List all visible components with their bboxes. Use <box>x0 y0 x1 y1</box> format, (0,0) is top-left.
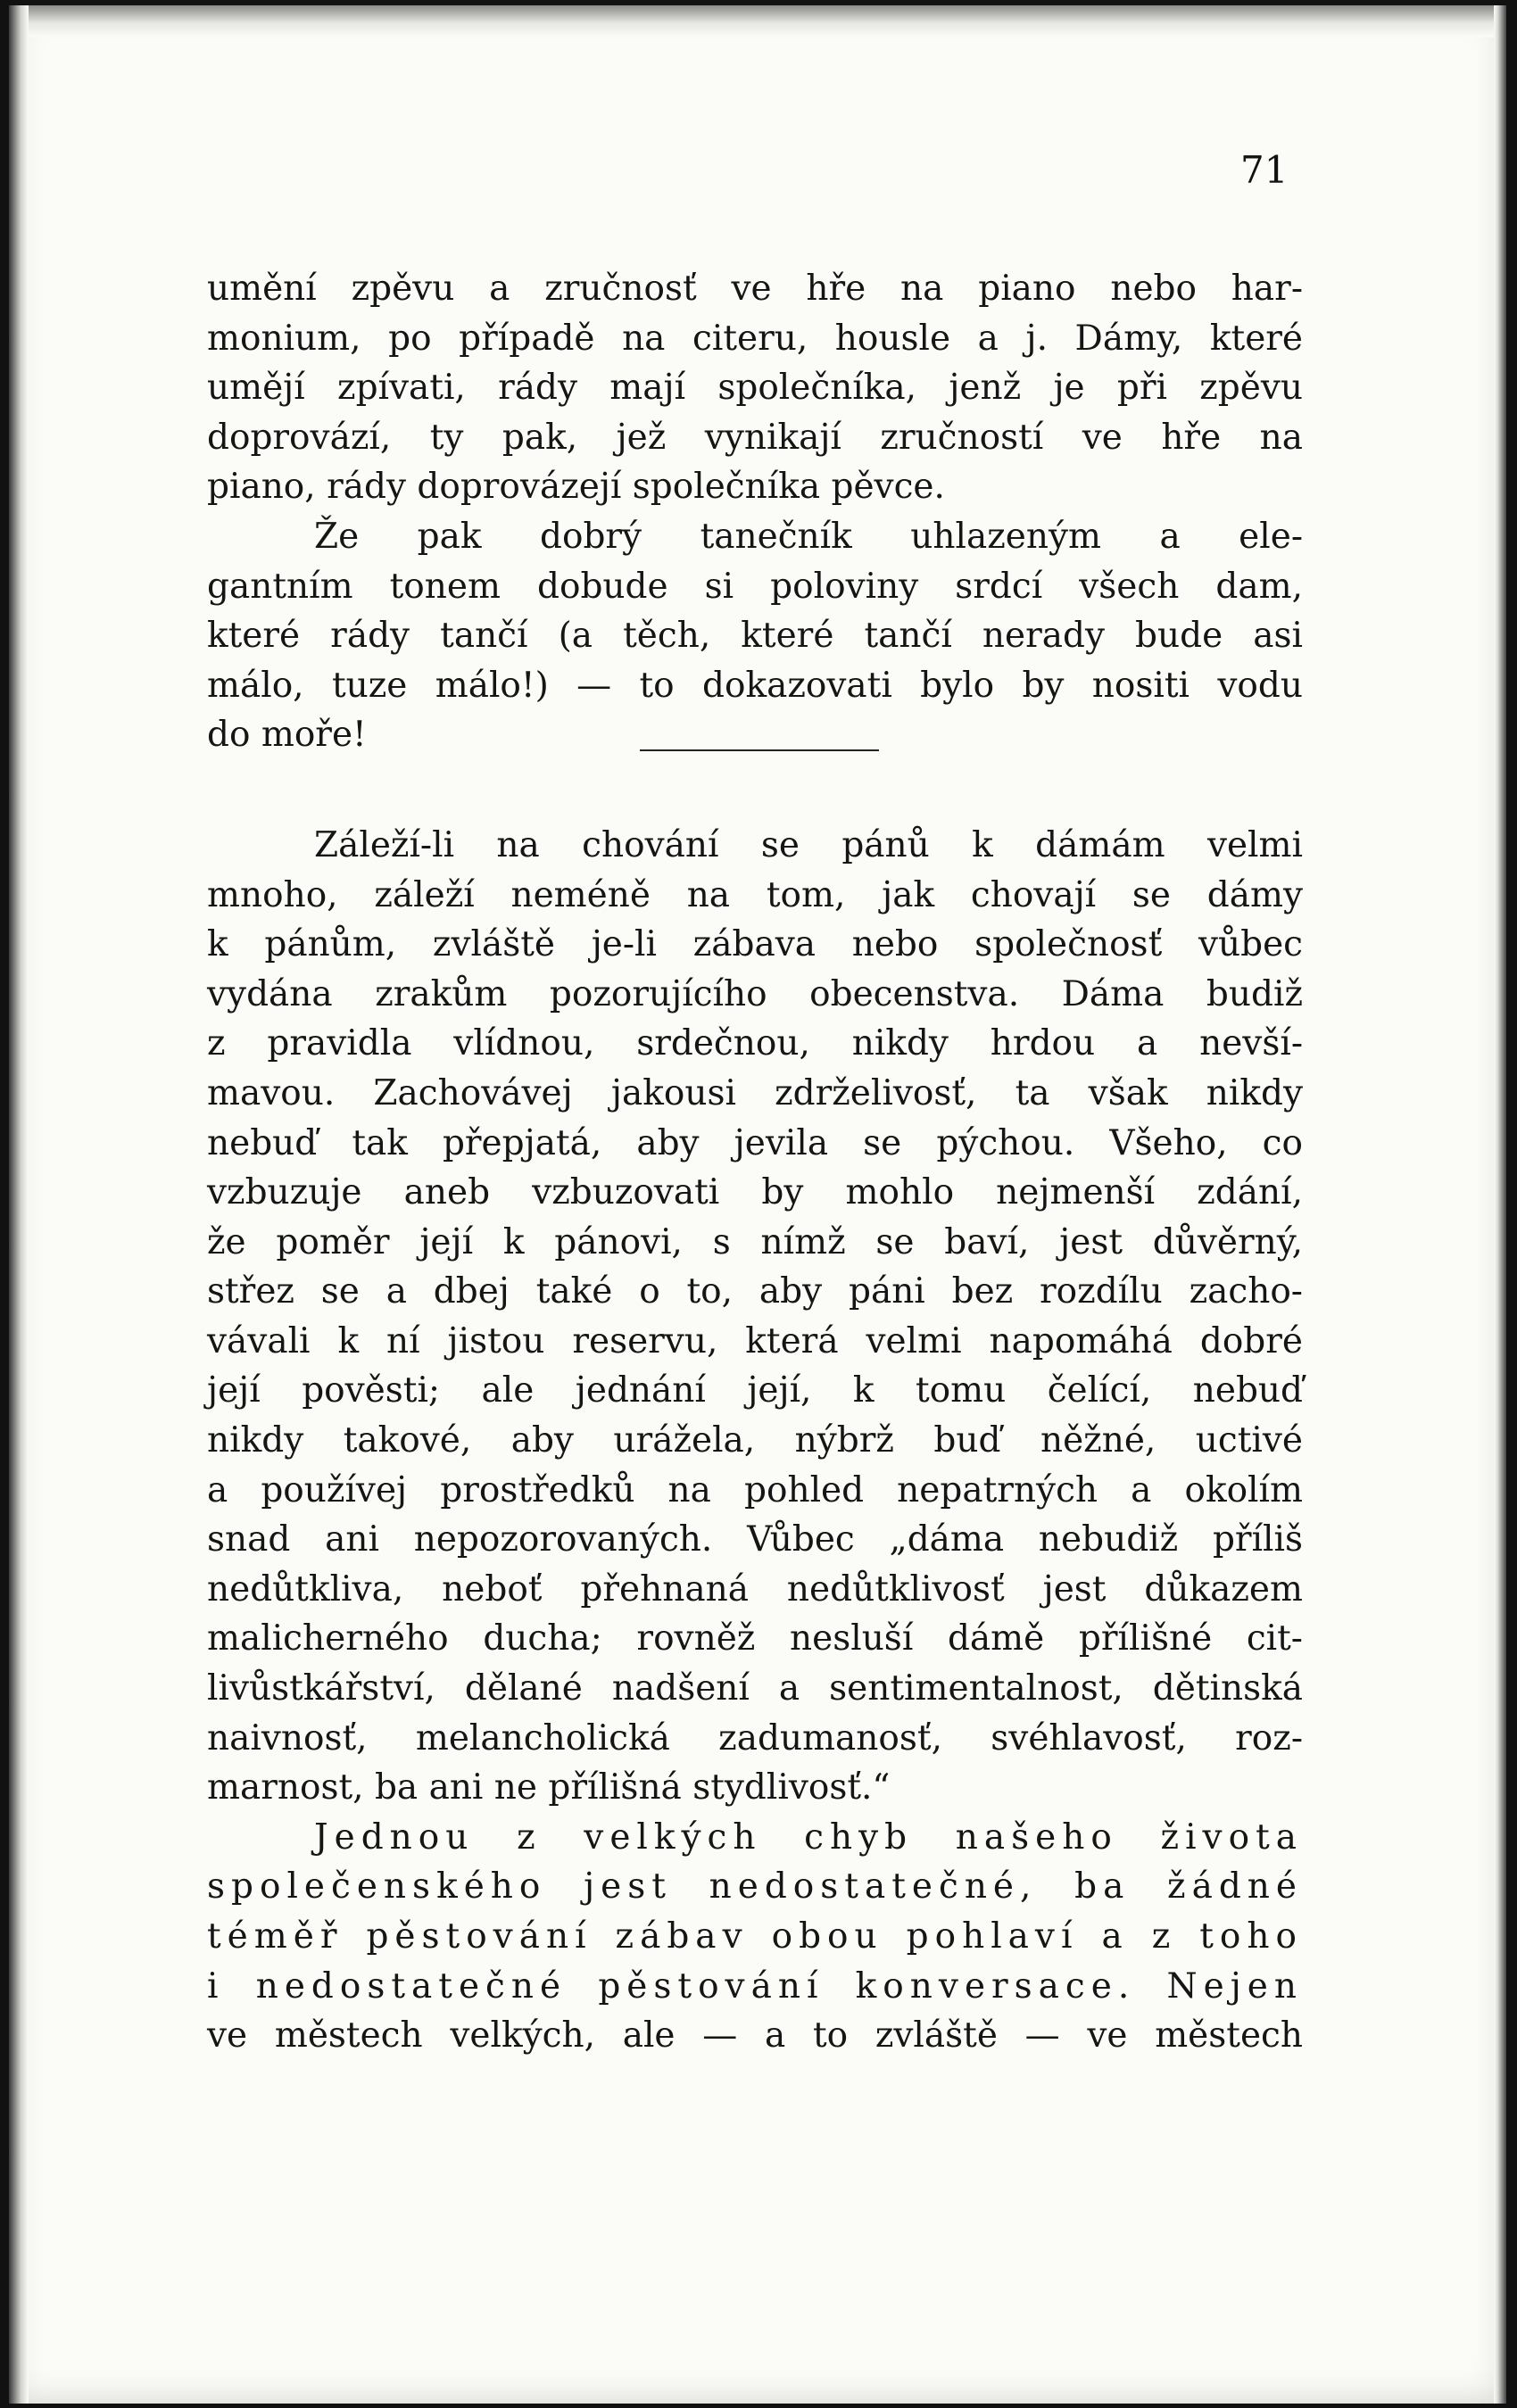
text-line: k pánům, zvláště je-li zábava nebo společnosť vůbec <box>207 924 1303 965</box>
text-line: marnost, ba ani ne přílišná stydlivosť.“ <box>207 1767 891 1808</box>
text-line: že poměr její k pánovi, s nímž se baví, jest důvěrný, <box>207 1221 1303 1262</box>
text-line: nedůtkliva, neboť přehnaná nedůtklivosť jest důkazem <box>207 1568 1303 1609</box>
text-line: malicherného ducha; rovněž nesluší dámě přílišné cit- <box>207 1618 1303 1659</box>
text-line: její pověsti; ale jednání její, k tomu čelící, nebuď <box>207 1370 1303 1411</box>
text-line: umění zpěvu a zručnosť ve hře na piano nebo har- <box>207 269 1303 309</box>
text-line: vydána zrakům pozorujícího obecenstva. Dáma budiž <box>207 973 1303 1014</box>
page-text <box>207 264 1303 2061</box>
text-line: Záleží-li na chování se pánů k dámám velmi <box>314 824 1303 865</box>
text-line: gantním tonem dobude si poloviny srdcí všech dam, <box>207 566 1303 607</box>
page-edge-left <box>9 5 29 2404</box>
text-line: střez se a dbej také o to, aby páni bez rozdílu zacho- <box>207 1271 1303 1312</box>
text-line: mavou. Zachovávej jakousi zdrželivosť, ta však nikdy <box>207 1072 1303 1113</box>
text-line: společenského jest nedostatečné, ba žádné <box>207 1866 1303 1907</box>
text-line: které rády tančí (a těch, které tančí nerady bude asi <box>207 616 1303 657</box>
text-line: nebuď tak přepjatá, aby jevila se pýchou. Všeho, co <box>207 1122 1303 1163</box>
text-line: málo, tuze málo!) — to dokazovati bylo by nositi vodu <box>207 665 1303 706</box>
page-number: 71 <box>1240 148 1289 192</box>
text-line: doprovází, ty pak, jež vynikají zručností ve hře na <box>207 417 1303 458</box>
text-line: monium, po případě na citeru, housle a j. Dámy, které <box>207 318 1303 359</box>
text-line: a používej prostředků na pohled nepatrných a okolím <box>207 1469 1303 1510</box>
text-line: livůstkářství, dělané nadšení a sentimentalnost, dětinská <box>207 1668 1303 1709</box>
text-line: téměř pěstování zábav obou pohlaví a z toho <box>207 1916 1303 1957</box>
text-line: umějí zpívati, rády mají společníka, jenž je při zpěvu <box>207 368 1303 409</box>
text-line: Jednou z velkých chyb našeho života <box>314 1816 1303 1858</box>
text-line: z pravidla vlídnou, srdečnou, nikdy hrdou a nevší- <box>207 1023 1303 1064</box>
text-line: naivnosť, melancholická zadumanosť, svéhlavosť, roz- <box>207 1717 1303 1758</box>
text-line: vzbuzuje aneb vzbuzovati by mohlo nejmenší zdání, <box>207 1172 1303 1213</box>
text-line: snad ani nepozorovaných. Vůbec „dáma nebudiž příliš <box>207 1519 1303 1560</box>
text-line: piano, rády doprovázejí společníka pěvce. <box>207 467 945 508</box>
text-line: mnoho, záleží neméně na tom, jak chovají se dámy <box>207 874 1303 915</box>
page-edge-top <box>9 5 1506 37</box>
page-edge-right <box>1494 5 1506 2404</box>
text-line: i nedostatečné pěstování konversace. Nejen <box>207 1965 1303 2007</box>
text-line: Že pak dobrý tanečník uhlazeným a ele- <box>314 516 1303 557</box>
text-line: vávali k ní jistou reservu, která velmi napomáhá dobré <box>207 1320 1303 1361</box>
text-line: ve městech velkých, ale — a to zvláště — ve městech <box>207 2015 1303 2056</box>
text-line: do moře! <box>207 715 367 756</box>
text-line: nikdy takové, aby urážela, nýbrž buď něžné, uctivé <box>207 1420 1303 1461</box>
